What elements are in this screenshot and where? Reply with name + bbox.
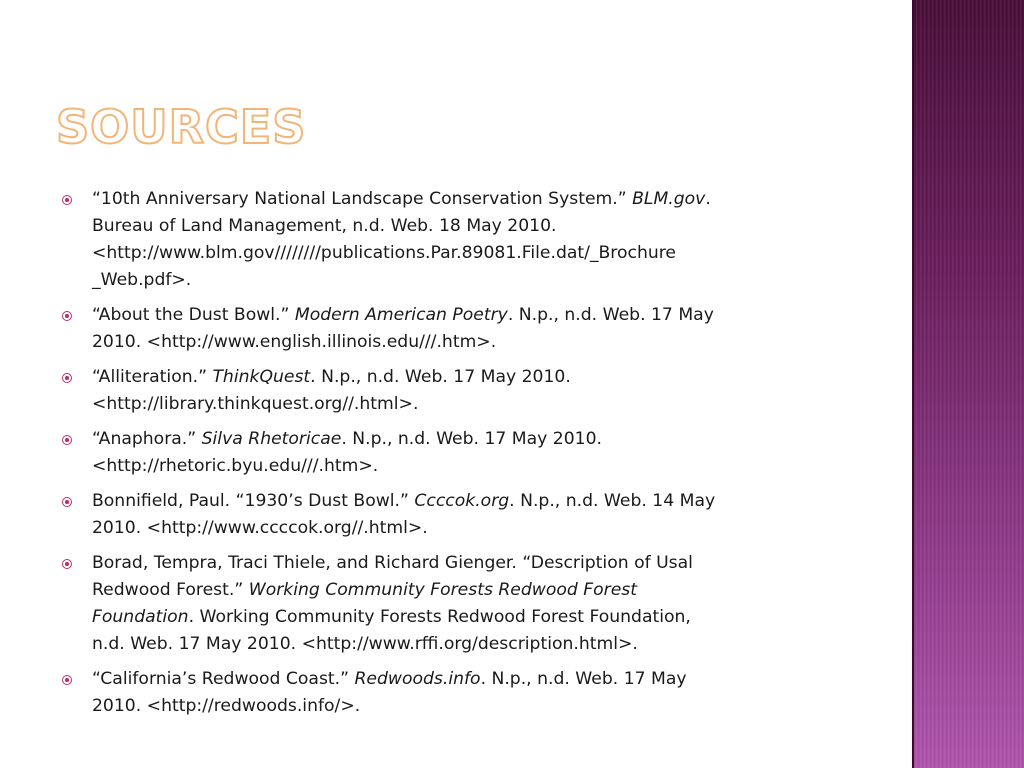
source-text: . N.p., n.d. Web. 17 May (480, 669, 687, 689)
source-line (92, 426, 858, 453)
source-text: “10th Anniversary National Landscape Conservation System.” (92, 189, 633, 209)
source-text: Bureau of Land Management, n.d. Web. 18 May 2010. (92, 216, 557, 236)
decorative-side-panel (912, 0, 1024, 768)
source-text: <http://library.thinkquest.org//.html>. (92, 394, 419, 414)
source-publication: Redwoods.info (354, 669, 481, 689)
source-text: Borad, Tempra, Traci Thiele, and Richard Gienger. “Description of Usal (92, 553, 693, 573)
source-line (92, 267, 858, 294)
source-text: 2010. <http://www.ccccok.org//.html>. (92, 518, 428, 538)
source-text: “Alliteration.” (92, 367, 213, 387)
bullet-icon (62, 559, 72, 569)
source-text: . N.p., n.d. Web. 17 May 2010. (341, 429, 603, 449)
source-publication: Ccccok.org (414, 491, 510, 511)
side-panel-edge (912, 0, 914, 768)
source-item (58, 550, 858, 658)
source-line (92, 693, 858, 720)
source-text: . N.p., n.d. Web. 17 May (507, 305, 714, 325)
source-line (92, 240, 858, 267)
source-item (58, 302, 858, 356)
source-line (92, 515, 858, 542)
source-line (92, 329, 858, 356)
source-line (92, 631, 858, 658)
bullet-icon (62, 675, 72, 685)
source-text: “About the Dust Bowl.” (92, 305, 295, 325)
source-publication: Working Community Forests Redwood Forest (248, 580, 637, 600)
source-text: n.d. Web. 17 May 2010. <http://www.rffi.org/description.html>. (92, 634, 638, 654)
source-line (92, 186, 858, 213)
source-publication: ThinkQuest (212, 367, 311, 387)
bullet-icon (62, 311, 72, 321)
source-text: <http://www.blm.gov////////publications.Par.89081.File.dat/_Brochure (92, 243, 677, 263)
bullet-icon (62, 435, 72, 445)
source-line (92, 453, 858, 480)
source-line (92, 488, 858, 515)
sources-list (58, 186, 858, 728)
bullet-icon (62, 497, 72, 507)
source-text: . (705, 189, 711, 209)
source-publication: BLM.gov (632, 189, 706, 209)
source-publication: Silva Rhetoricae (201, 429, 342, 449)
source-text: “California’s Redwood Coast.” (92, 669, 355, 689)
source-item (58, 426, 858, 480)
source-text: 2010. <http://www.english.illinois.edu///.htm>. (92, 332, 497, 352)
source-item (58, 488, 858, 542)
source-item (58, 666, 858, 720)
source-text: 2010. <http://redwoods.info/>. (92, 696, 361, 716)
source-item (58, 186, 858, 294)
source-line (92, 302, 858, 329)
source-line (92, 577, 858, 604)
source-line (92, 604, 858, 631)
source-text: . N.p., n.d. Web. 17 May 2010. (310, 367, 571, 387)
source-line (92, 391, 858, 418)
source-line (92, 666, 858, 693)
source-text: Redwood Forest.” (92, 580, 249, 600)
source-publication: Modern American Poetry (294, 305, 508, 325)
source-line (92, 364, 858, 391)
source-text: Bonnifield, Paul. “1930’s Dust Bowl.” (92, 491, 415, 511)
source-text: . Working Community Forests Redwood Forest Foundation, (188, 607, 691, 627)
bullet-icon (62, 373, 72, 383)
source-item (58, 364, 858, 418)
source-line (92, 550, 858, 577)
source-text: “Anaphora.” (92, 429, 202, 449)
source-text: . N.p., n.d. Web. 14 May (509, 491, 716, 511)
source-publication: Foundation (92, 607, 189, 627)
source-text: _Web.pdf>. (92, 270, 192, 290)
bullet-icon (62, 195, 72, 205)
source-text: <http://rhetoric.byu.edu///.htm>. (92, 456, 379, 476)
slide-title: SOURCES (56, 100, 307, 154)
source-line (92, 213, 858, 240)
